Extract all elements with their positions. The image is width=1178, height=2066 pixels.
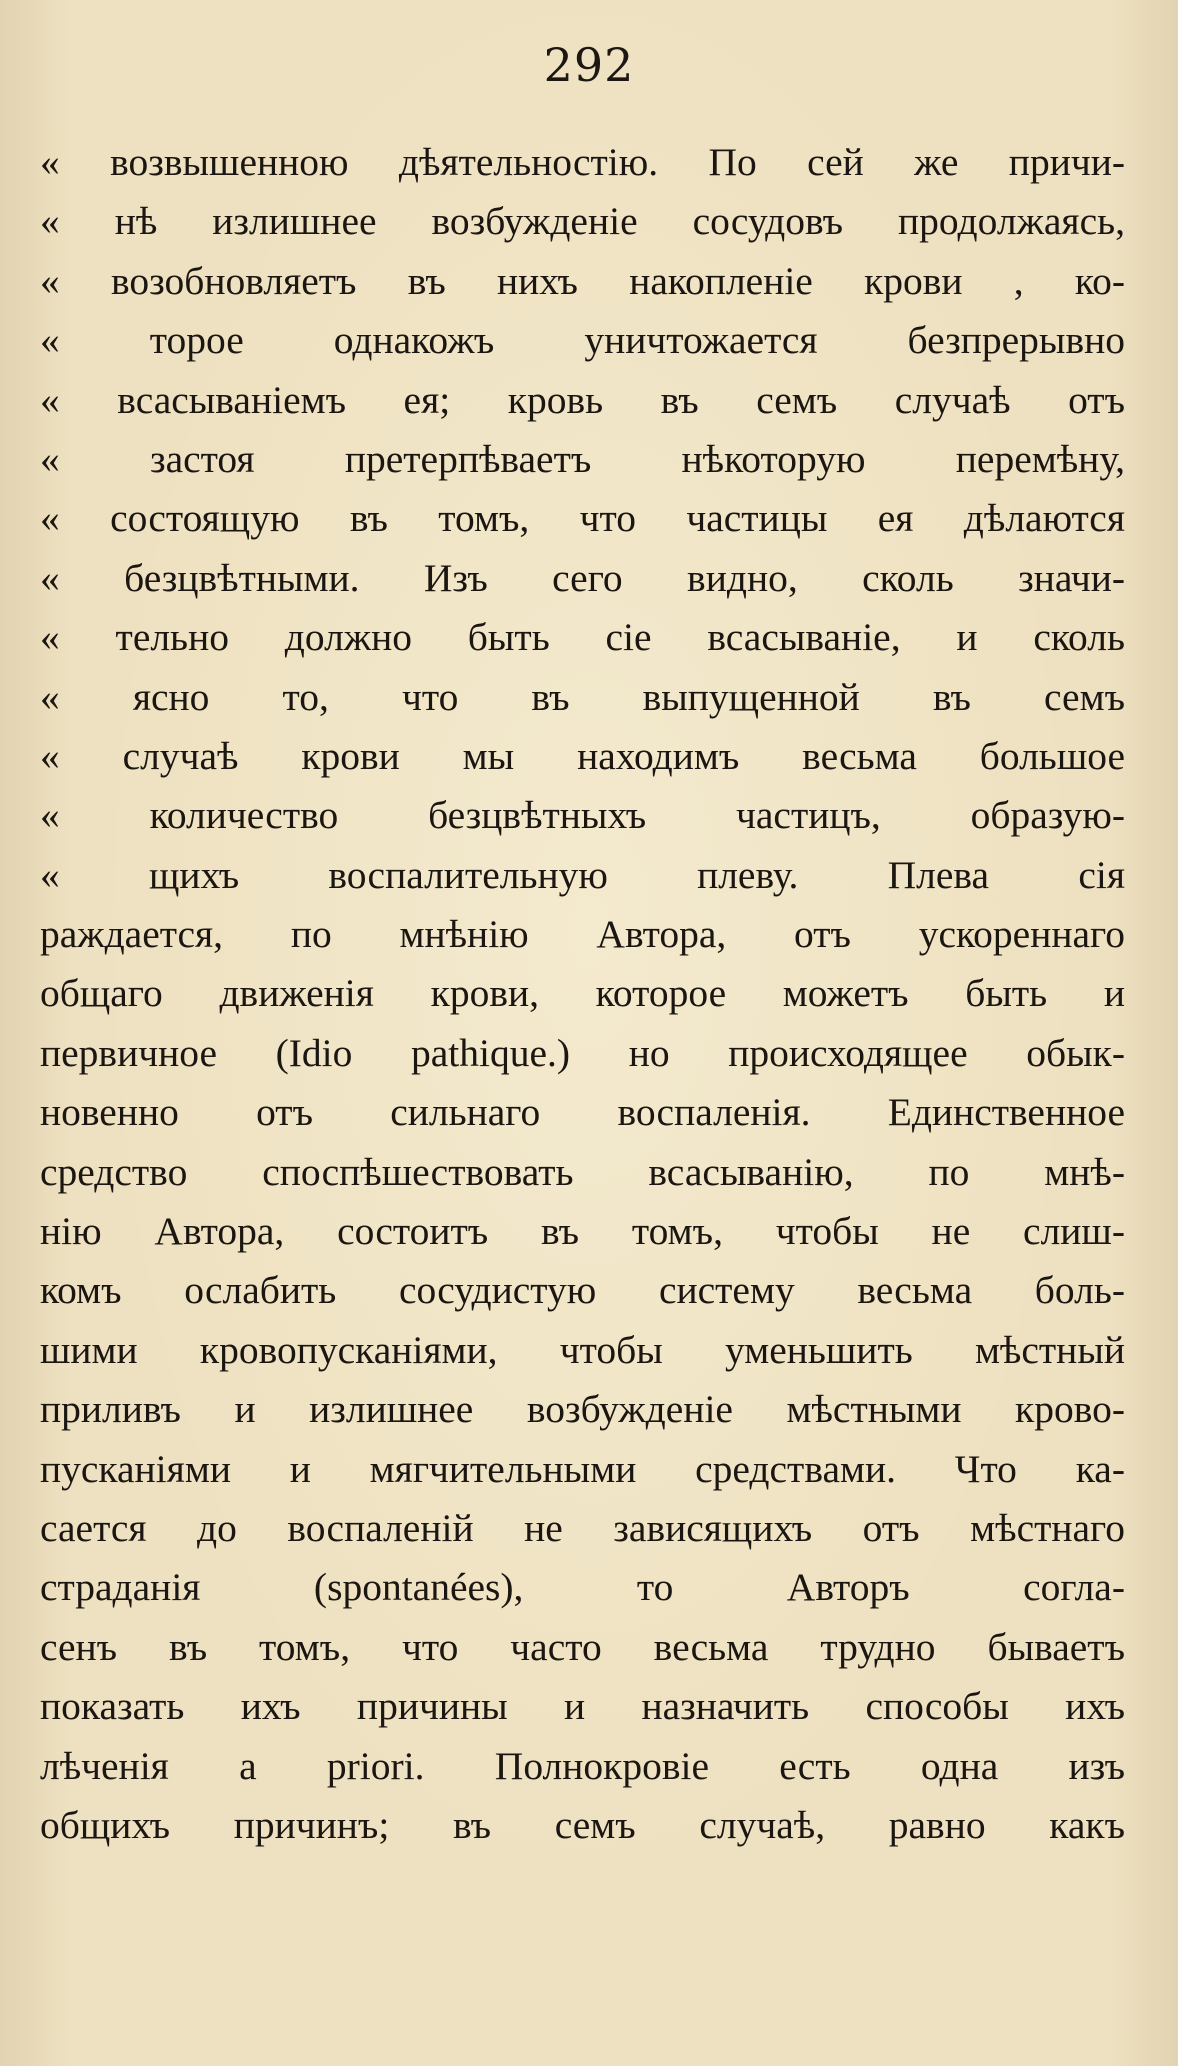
text-line: « застоя претерпѣваетъ нѣкоторую перемѣну, (40, 436, 1125, 481)
text-line: сается до воспаленій не зависящихъ отъ мѣстнаго (40, 1505, 1125, 1550)
text-line: « количество безцвѣтныхъ частицъ, образую- (40, 793, 1125, 838)
text-line: шими кровопусканіями, чтобы уменьшить мѣстный (40, 1327, 1125, 1372)
text-line: « щихъ воспалительную плеву. Плева сія (40, 852, 1125, 897)
text-line: « торое однакожъ уничтожается безпрерывно (40, 318, 1125, 363)
text-line: средство споспѣшествовать всасыванію, по мнѣ- (40, 1149, 1125, 1194)
text-line: « тельно должно быть сіе всасываніе, и сколь (40, 615, 1125, 660)
text-line: пусканіями и мягчительными средствами. Что ка- (40, 1446, 1125, 1491)
text-line: комъ ослабить сосудистую систему весьма боль- (40, 1268, 1125, 1313)
text-line: « всасываніемъ ея; кровь въ семъ случаѣ отъ (40, 377, 1125, 422)
text-line: общихъ причинъ; въ семъ случаѣ, равно какъ (40, 1802, 1125, 1847)
text-line: первичное (Idio pathique.) но происходящее обык- (40, 1030, 1125, 1075)
text-line: приливъ и излишнее возбужденіе мѣстными крово- (40, 1387, 1125, 1432)
text-line: нію Автора, состоитъ въ томъ, чтобы не слиш- (40, 1209, 1125, 1254)
text-line: раждается, по мнѣнію Автора, отъ ускореннаго (40, 912, 1125, 957)
text-line: показать ихъ причины и назначить способы ихъ (40, 1684, 1125, 1729)
text-line: страданія (spontanées), то Авторъ согла- (40, 1565, 1125, 1610)
body-text (40, 133, 1125, 1855)
text-line: лѣченія а priori. Полнокровіе есть одна изъ (40, 1743, 1125, 1788)
text-line: « нѣ излишнее возбужденіе сосудовъ продолжаясь, (40, 199, 1125, 244)
text-line: « безцвѣтными. Изъ сего видно, сколь значи- (40, 555, 1125, 600)
text-line: « ясно то, что въ выпущенной въ семъ (40, 674, 1125, 719)
text-line: общаго движенія крови, которое можетъ быть и (40, 971, 1125, 1016)
text-line: « состоящую въ томъ, что частицы ея дѣлаются (40, 496, 1125, 541)
text-line: новенно отъ сильнаго воспаленія. Единственное (40, 1090, 1125, 1135)
text-line: « возвышенною дѣятельностію. По сей же причи- (40, 140, 1125, 184)
text-line: « случаѣ крови мы находимъ весьма большое (40, 733, 1125, 778)
text-line: « возобновляетъ въ нихъ накопленіе крови , ко- (40, 258, 1125, 303)
page-number: 292 (543, 38, 635, 92)
text-line: сенъ въ томъ, что часто весьма трудно бываетъ (40, 1624, 1125, 1669)
